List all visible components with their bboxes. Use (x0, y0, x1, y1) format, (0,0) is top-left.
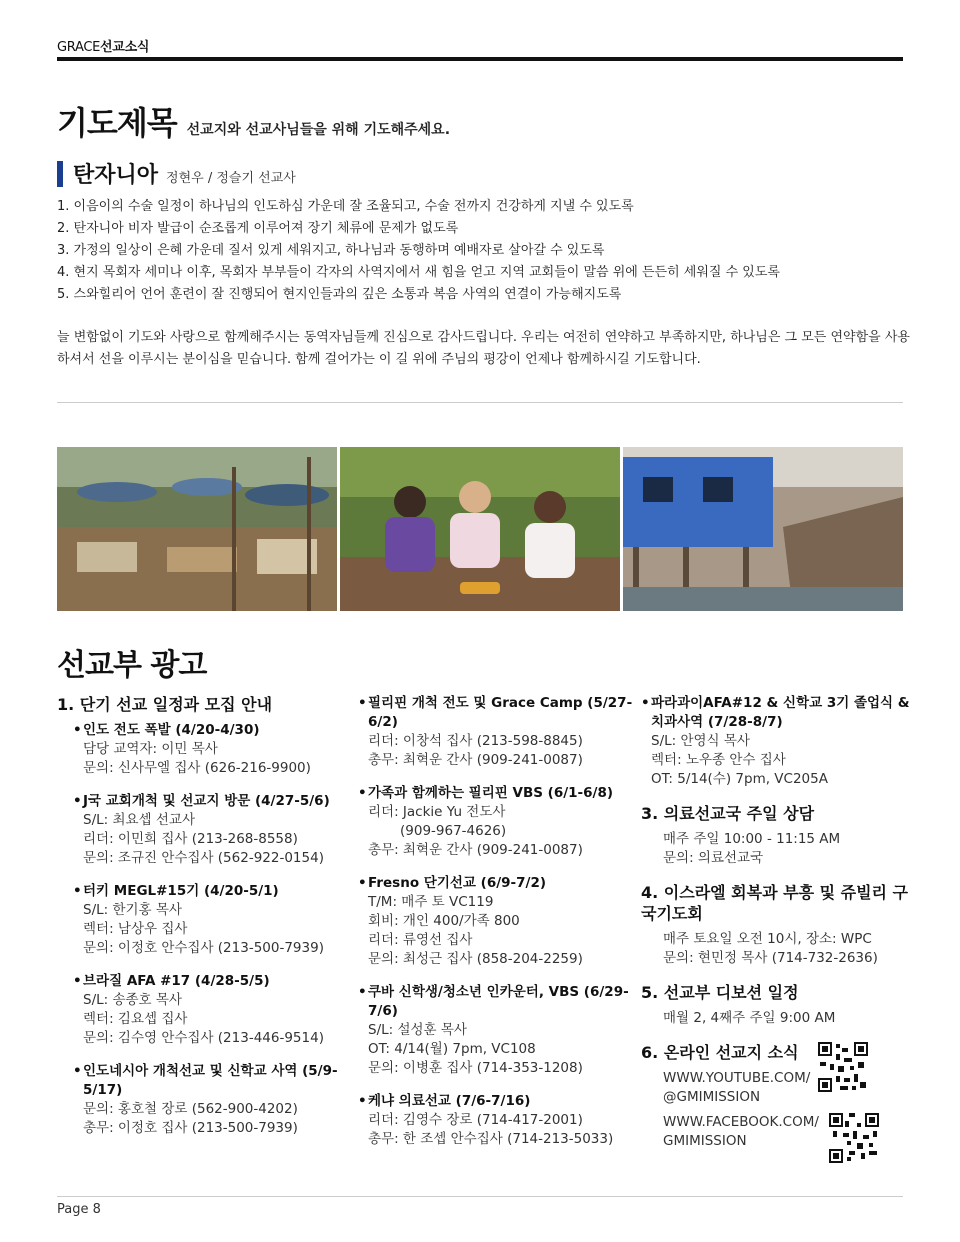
trip-title: • 인도네시아 개척선교 및 신학교 사역 (5/9-5/17) (73, 1062, 347, 1100)
trip-detail: OT: 4/14(월) 7pm, VC108 (368, 1041, 536, 1057)
trip-detail: 총무: 최혁운 간사 (909-241-0087) (368, 752, 583, 768)
section-divider (57, 402, 903, 403)
trip-item (358, 1092, 638, 1149)
trip-item (641, 694, 911, 789)
trip-detail: S/L: 한기홍 목사 (83, 902, 182, 918)
trip-detail: 리더: 이민희 집사 (213-268-8558) (83, 831, 298, 847)
trip-detail: 문의: 김수영 안수집사 (213-446-9514) (83, 1030, 324, 1046)
trip-item (358, 874, 638, 969)
country-accent-bar (57, 161, 63, 187)
trip-detail: OT: 5/14(수) 7pm, VC205A (651, 771, 828, 787)
trip-detail: 문의: 이정호 안수집사 (213-500-7939) (83, 940, 324, 956)
trip-detail: 렉터: 노우종 안수 집사 (651, 752, 786, 768)
trip-detail: 문의: 조규진 안수집사 (562-922-0154) (83, 850, 324, 866)
prayer-list (57, 196, 917, 306)
online-news-section (641, 1042, 911, 1163)
prayer-subtitle: 선교지와 선교사님들을 위해 기도해주세요. (186, 122, 451, 138)
prayer-item: 3. 가정의 일상이 은혜 가운데 질서 있게 세워지고, 하나님과 동행하며 예배자로 살아갈 수 있도록 (57, 243, 605, 258)
section-heading: 6. 온라인 선교지 소식 (641, 1043, 799, 1062)
facebook-handle[interactable]: GMIMISSION (663, 1133, 747, 1149)
online-facebook-row (641, 1113, 911, 1163)
section-heading: 3. 의료선교국 주일 상담 (641, 804, 815, 823)
prayer-item: 4. 현지 목회자 세미나 이후, 목회자 부부들이 각자의 사역지에서 새 힘을 얻고 지역 교회들이 말씀 위에 든든히 세워질 수 있도록 (57, 265, 780, 280)
israel-prayer-section (641, 882, 911, 968)
facebook-qr-code-icon (829, 1113, 879, 1163)
section-heading: 1. 단기 선교 일정과 모집 안내 (57, 695, 273, 714)
page-number: Page 8 (57, 1202, 101, 1217)
trip-item (358, 784, 638, 860)
ads-column-2 (358, 694, 638, 1163)
ads-column-1 (57, 694, 347, 1152)
trip-title: • Fresno 단기선교 (6/9-7/2) (358, 874, 638, 893)
trip-item (358, 694, 638, 770)
facebook-link[interactable]: WWW.FACEBOOK.COM/ (663, 1114, 819, 1130)
online-text-block (641, 1042, 810, 1107)
trip-item (57, 721, 347, 778)
youtube-handle[interactable]: @GMIMISSION (663, 1089, 761, 1105)
youtube-link[interactable]: WWW.YOUTUBE.COM/ (663, 1070, 811, 1086)
online-youtube-row (641, 1042, 911, 1107)
missionary-names: 정현우 / 정슬기 선교사 (166, 171, 296, 186)
trip-item (57, 882, 347, 958)
trip-detail: 리더: 김영수 장로 (714-417-2001) (368, 1112, 583, 1128)
stilt-house-photo (623, 447, 903, 611)
children-photo (340, 447, 620, 611)
trip-detail: 문의: 홍호철 장로 (562-900-4202) (83, 1101, 298, 1117)
section-heading: 5. 선교부 디보션 일정 (641, 983, 799, 1002)
trip-item (57, 1062, 347, 1138)
trip-title: • 터키 MEGL#15기 (4/20-5/1) (73, 882, 347, 901)
section-detail: 문의: 현민정 목사 (714-732-2636) (663, 950, 878, 966)
trip-detail: 리더: 이창석 집사 (213-598-8845) (368, 733, 583, 749)
header-brand (57, 36, 903, 55)
trip-detail: 문의: 이병훈 집사 (714-353-1208) (368, 1060, 583, 1076)
trip-detail: 문의: 최성근 집사 (858-204-2259) (368, 951, 583, 967)
photo-strip (57, 447, 903, 611)
prayer-heading (57, 98, 450, 144)
prayer-title: 기도제목 (57, 104, 177, 142)
devotion-section (641, 982, 911, 1028)
trip-title: • 필리핀 개척 전도 및 Grace Camp (5/27-6/2) (358, 694, 638, 732)
country-heading (57, 158, 296, 189)
online-text-block (641, 1113, 819, 1151)
trip-detail: S/L: 최요셉 선교사 (83, 812, 196, 828)
trip-title: • J국 교회개척 및 선교지 방문 (4/27-5/6) (73, 792, 347, 811)
trip-title: • 브라질 AFA #17 (4/28-5/5) (73, 972, 347, 991)
trip-detail: (909-967-4626) (400, 823, 507, 839)
trip-detail: 문의: 신사무엘 집사 (626-216-9900) (83, 760, 311, 776)
section-detail: 매월 2, 4째주 주일 9:00 AM (663, 1010, 836, 1026)
section-detail: 문의: 의료선교국 (663, 850, 764, 866)
trip-title: • 케냐 의료선교 (7/6-7/16) (358, 1092, 638, 1111)
trip-item (358, 983, 638, 1078)
trip-detail: S/L: 설성훈 목사 (368, 1022, 467, 1038)
trip-title: • 가족과 함께하는 필리핀 VBS (6/1-6/8) (358, 784, 638, 803)
trip-detail: 리더: 류영선 집사 (368, 932, 473, 948)
trip-item (57, 792, 347, 868)
trip-detail: 리더: Jackie Yu 전도사 (368, 804, 506, 820)
medical-consult-section (641, 803, 911, 868)
section-detail: 매주 토요일 오전 10시, 장소: WPC (663, 931, 872, 947)
prayer-item: 2. 탄자니아 비자 발급이 순조롭게 이루어져 장기 체류에 문제가 없도록 (57, 221, 459, 236)
section-heading: 4. 이스라엘 회복과 부흥 및 쥬빌리 구국기도회 (641, 883, 909, 923)
trip-detail: 담당 교역자: 이민 목사 (83, 741, 218, 757)
trip-title: • 인도 전도 폭발 (4/20-4/30) (73, 721, 347, 740)
footer-rule (57, 1196, 903, 1197)
market-photo (57, 447, 337, 611)
trip-detail: 렉터: 남상우 집사 (83, 921, 188, 937)
trip-detail: 총무: 한 조셉 안수집사 (714-213-5033) (368, 1131, 614, 1147)
section-detail: 매주 주일 10:00 - 11:15 AM (663, 831, 841, 847)
ads-column-3 (641, 694, 911, 1177)
trip-item (57, 972, 347, 1048)
trip-detail: 회비: 개인 400/가족 800 (368, 913, 520, 929)
prayer-item: 1. 이음이의 수술 일정이 하나님의 인도하심 가운데 잘 조율되고, 수술 전까지 건강하게 지낼 수 있도록 (57, 199, 634, 214)
youtube-qr-code-icon (818, 1042, 868, 1092)
prayer-item: 5. 스와힐리어 언어 훈련이 잘 진행되어 현지인들과의 깊은 소통과 복음 사역의 연결이 가능해지도록 (57, 287, 622, 302)
trip-detail: 렉터: 김요셉 집사 (83, 1011, 188, 1027)
trip-detail: 총무: 이정호 집사 (213-500-7939) (83, 1120, 298, 1136)
trip-detail: 총무: 최혁운 간사 (909-241-0087) (368, 842, 583, 858)
trip-title: • 파라과이AFA#12 & 신학교 3기 졸업식 & 치과사역 (7/28-8/7) (641, 694, 911, 732)
country-name: 탄자니아 (73, 163, 159, 188)
trip-detail: S/L: 안영식 목사 (651, 733, 750, 749)
ads-title: 선교부 광고 (57, 648, 207, 683)
trip-detail: S/L: 송종호 목사 (83, 992, 182, 1008)
trip-title: • 쿠바 신학생/청소년 인카운터, VBS (6/29-7/6) (358, 983, 638, 1021)
brand-title: GRACE선교소식 (57, 40, 150, 55)
thanks-paragraph: 늘 변함없이 기도와 사랑으로 함께해주시는 동역자님들께 진심으로 감사드립니다. 우리는 여전히 연약하고 부족하지만, 하나님은 그 모든 연약함을 사용하셔서 선을 이루시는 분이심을 믿습니다. 함께 걸어가는 이 길 위에 주님의 평강이 언제나 함께하시길 기도합니다. (57, 330, 910, 367)
trip-detail: T/M: 매주 토 VC119 (368, 894, 494, 910)
header-rule (57, 57, 903, 61)
